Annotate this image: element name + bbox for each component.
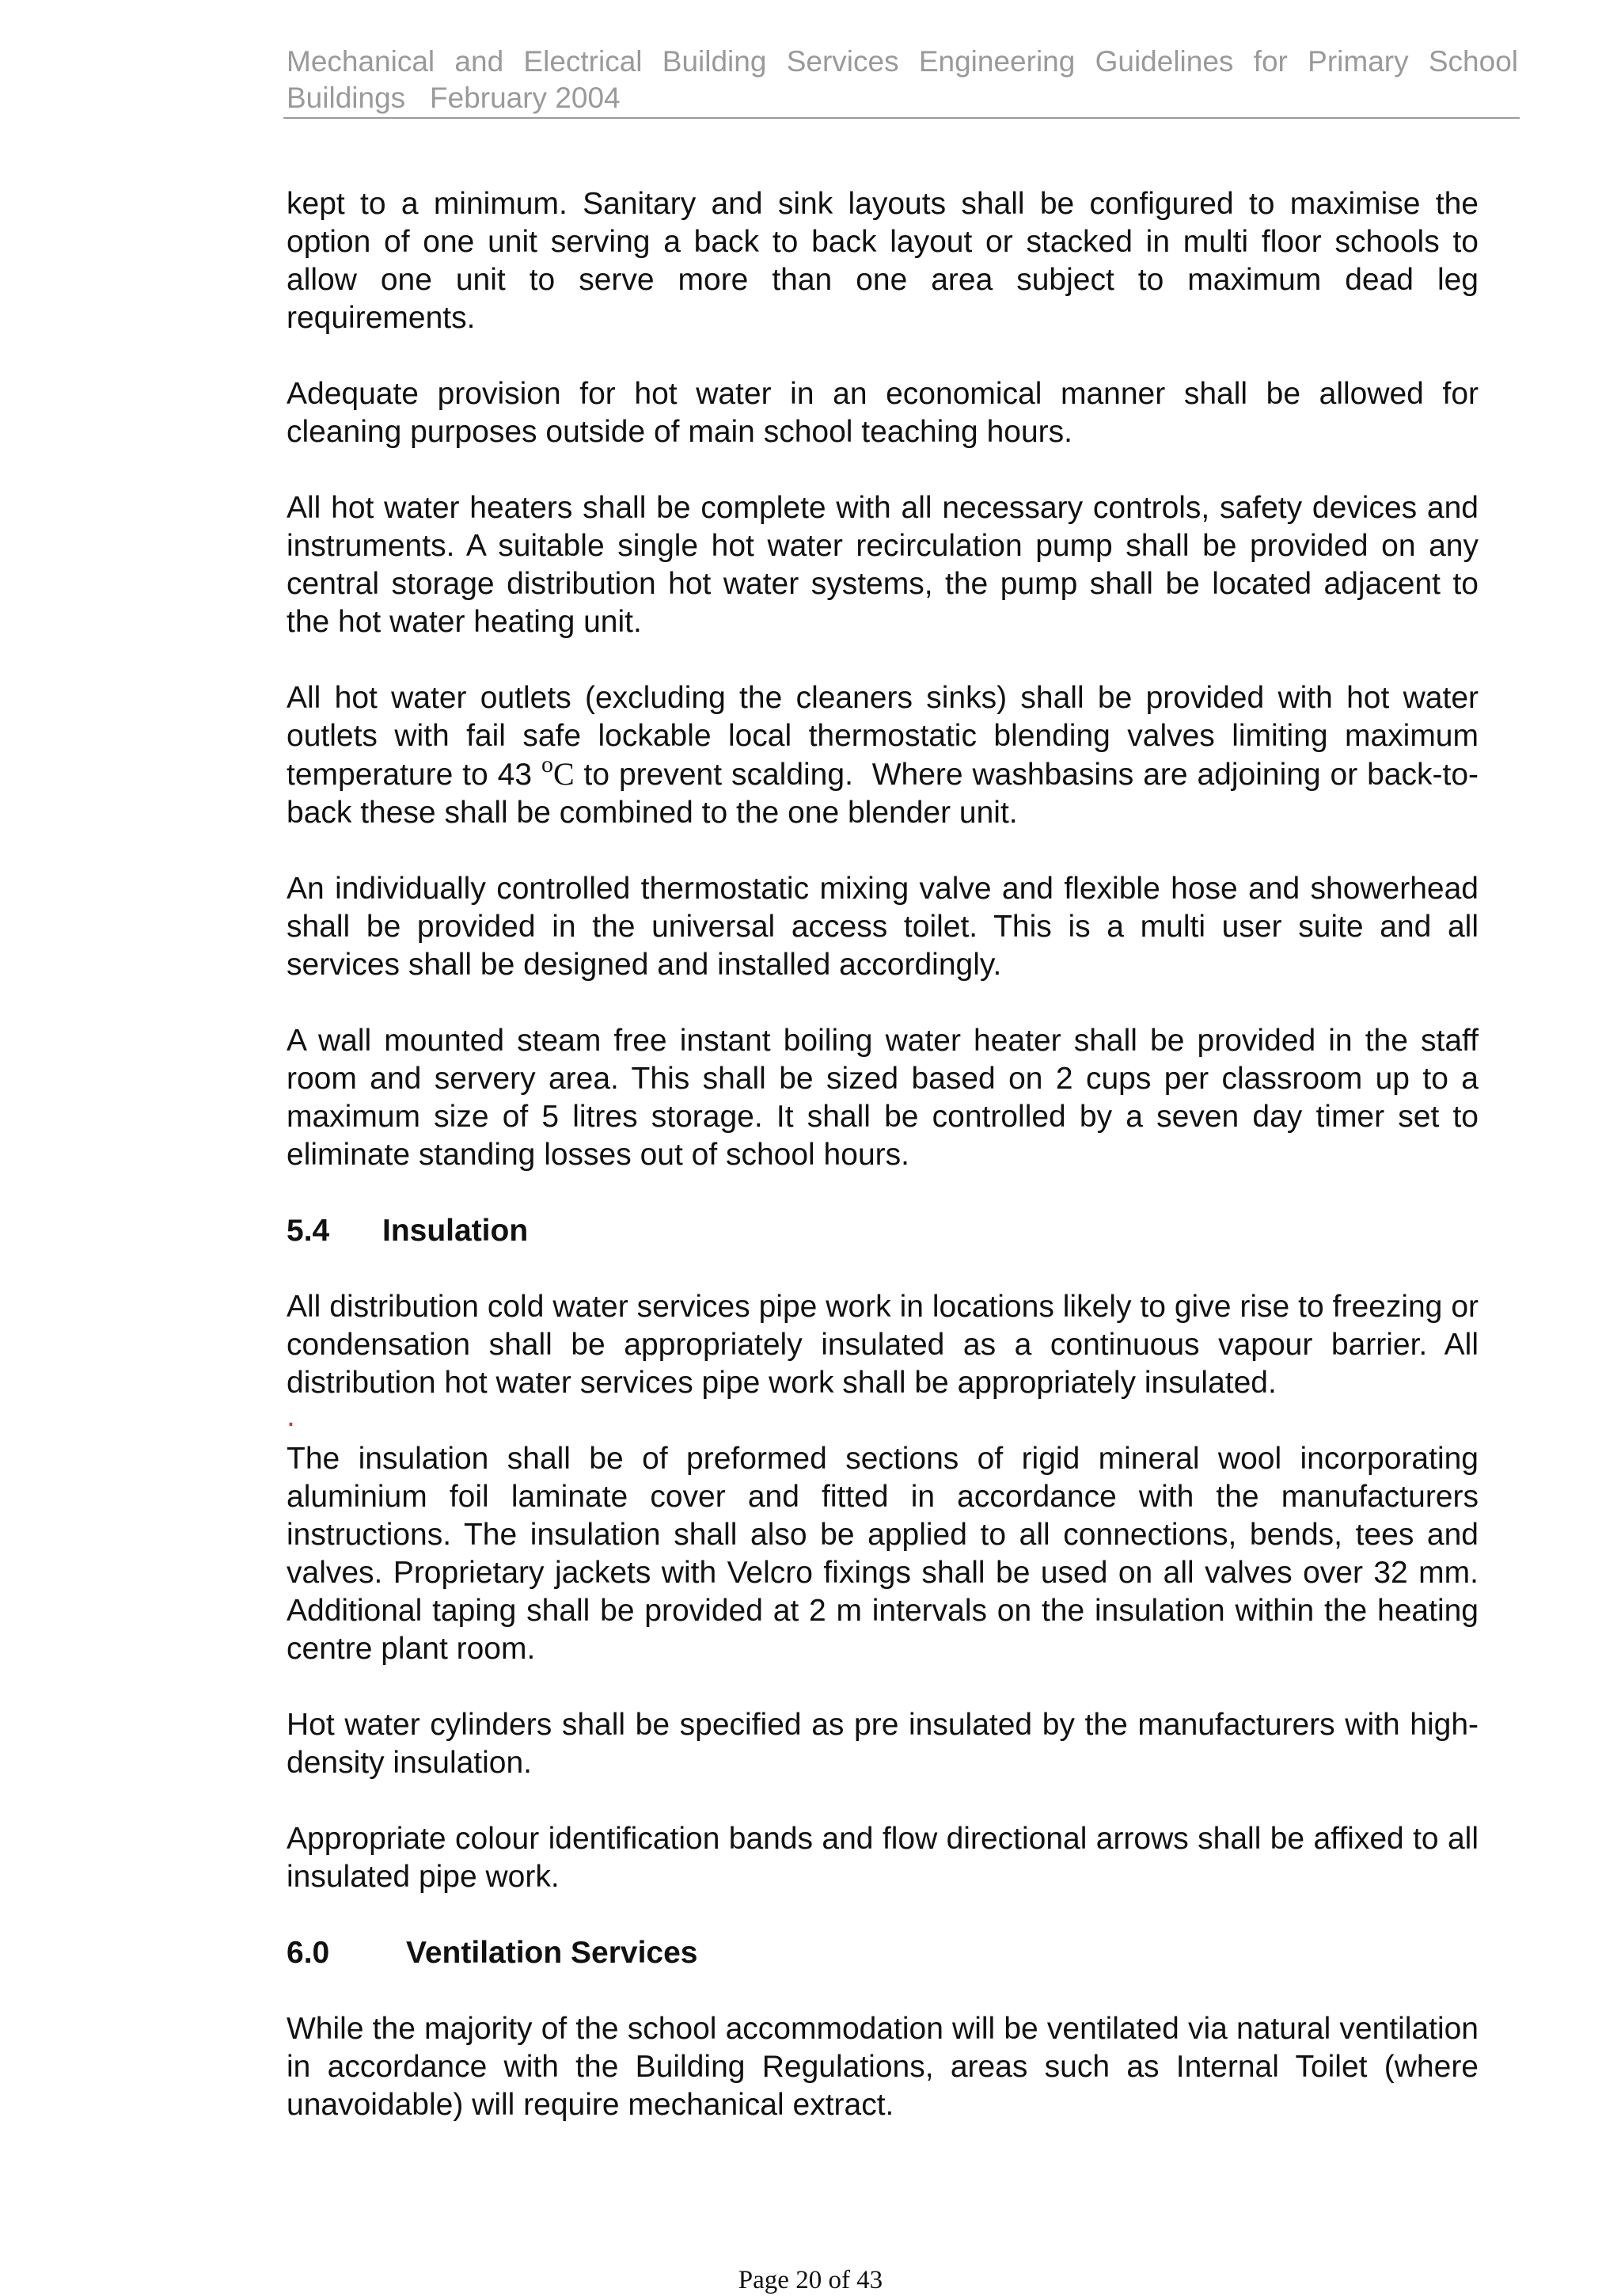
section-title: Ventilation Services: [406, 1936, 698, 1970]
paragraph-blending-valves: [287, 679, 1479, 832]
section-heading-ventilation: [287, 1934, 1479, 1972]
section-heading-insulation: [287, 1212, 1479, 1250]
page-body: [287, 185, 1479, 2162]
header-divider: [283, 117, 1520, 119]
section-number: 6.0: [287, 1936, 330, 1970]
paragraph-pipe-insulation: All distribution cold water services pipe work in locations likely to give rise to freezing or condensation shall be appropriately insulated as a continuous vapour barrier. All distribution hot water services pipe work shall be appropriately insulated.: [287, 1290, 1479, 1400]
paragraph-mixing-valve: An individually controlled thermostatic mixing valve and flexible hose and showerhead shall be provided in the universal access toilet. This is a multi user suite and all services shall be designed and installed accordingly.: [287, 872, 1479, 982]
page-number: Page 20 of 43: [738, 2266, 883, 2294]
paragraph-boiling-water-heater: A wall mounted steam free instant boiling water heater shall be provided in the staff room and servery area. This shall be sized based on 2 cups per classroom up to a maximum size of 5 litres storage. It shall be controlled by a seven day timer set to eliminate standing losses out of school hours.: [287, 1024, 1479, 1172]
temperature-unit: [541, 751, 575, 792]
blending-text-start: All hot water outlets (excluding the cleaners sinks) shall be provided with hot water outlets with fail safe lockable local thermostatic blending valves limiting maximum temperature to 43: [287, 681, 1479, 792]
degree-symbol: o: [541, 751, 553, 777]
paragraph-ventilation-intro: While the majority of the school accommodation will be ventilated via natural ventilation in accordance with the Building Regulations, areas such as Internal Toilet (where unavoidable) will require mechanical extract.: [287, 2012, 1479, 2122]
paragraph-hot-water-heaters: All hot water heaters shall be complete with all necessary controls, safety devices and instruments. A suitable single hot water recirculation pump shall be provided on any central storage distribution hot water systems, the pump shall be located adjacent to the hot water heating unit.: [287, 491, 1479, 639]
paragraph-sanitary-layouts: kept to a minimum. Sanitary and sink layouts shall be configured to maximise the option of one unit serving a back to back layout or stacked in multi floor schools to allow one unit to serve more than one area subject to maximum dead leg requirements.: [287, 187, 1479, 335]
paragraph-insulation-material: The insulation shall be of preformed sections of rigid mineral wool incorporating aluminium foil laminate cover and fitted in accordance with the manufacturers instructions. The insulation shall also be applied to all connections, bends, tees and valves. Proprietary jackets with Velcro fixings shall be used on all valves over 32 mm. Additional taping shall be provided at 2 m intervals on the insulation within the heating centre plant room.: [287, 1442, 1479, 1666]
blending-text-end: to prevent scalding. Where washbasins are adjoining or back-to-back these shall be combined to the one blender unit.: [287, 758, 1479, 830]
stray-mark: .: [287, 1399, 295, 1433]
celsius-letter: C: [552, 756, 575, 792]
section-title: Insulation: [382, 1214, 529, 1248]
section-number: 5.4: [287, 1214, 330, 1248]
running-header: Mechanical and Electrical Building Services Engineering Guidelines for Primary School Buildings February 2004: [287, 45, 1518, 114]
paragraph-identification-bands: Appropriate colour identification bands and flow directional arrows shall be affixed to all insulated pipe work.: [287, 1822, 1479, 1894]
paragraph-hot-water-cylinders: Hot water cylinders shall be specified as pre insulated by the manufacturers with high-density insulation.: [287, 1708, 1479, 1780]
paragraph-cleaning-hot-water: Adequate provision for hot water in an economical manner shall be allowed for cleaning purposes outside of main school teaching hours.: [287, 377, 1479, 449]
